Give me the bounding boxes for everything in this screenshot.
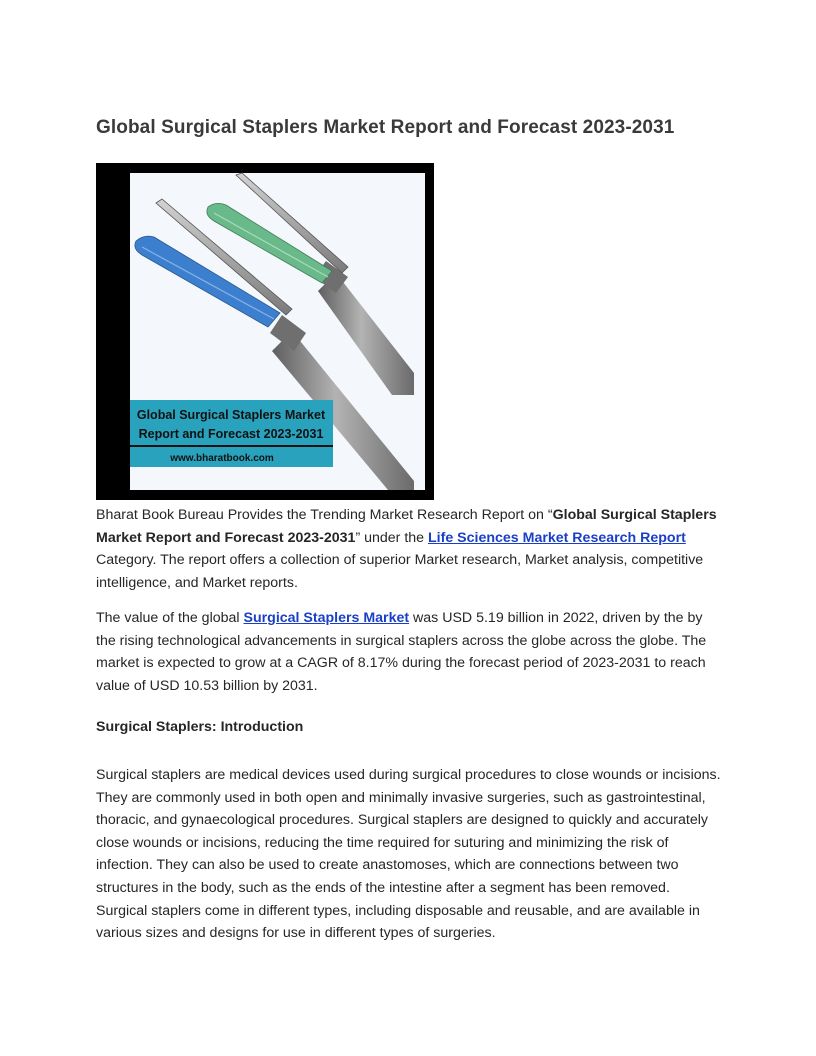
section-heading: Surgical Staplers: Introduction [96,719,304,735]
banner-line-2: Report and Forecast 2023-2031 [138,427,324,441]
page-title: Global Surgical Staplers Market Report and Forecast 2023-2031 [96,117,675,138]
banner-url: www.bharatbook.com [170,453,274,464]
surgical-stapler-illustration [96,163,434,500]
report-title-bold: Global Surgical Staplers Market Report and Forecast 2023-2031 [96,507,717,546]
intro-text-c: Category. The report offers a collection of superior Market research, Market analysis, competitive intelligence, and Market reports. [96,552,704,591]
life-sciences-category-link[interactable]: Life Sciences Market Research Report [428,529,686,546]
report-banner [130,400,333,467]
surgical-staplers-market-link[interactable]: Surgical Staplers Market [243,610,410,626]
introduction-paragraph: Surgical staplers are medical devices used during surgical procedures to close wounds or incisions. They are commonly used in both open and minimally invasive surgeries, such as gastrointestinal, thoracic, and gynaecological procedures. Surgical staplers are designed to quickly and accurately close wounds or incisions, reducing the time required for suturing and minimizing the risk of infection. They can also be used to create anastomoses, which are connections between two structures in the body, such as the ends of the intestine after a segment has been removed. Surgical staplers come in different types, including disposable and reusable, and are available in various sizes and designs for use in different types of surgeries. [96,767,721,942]
intro-text-b: ” under the [355,529,428,546]
report-cover-image [96,163,434,500]
intro-paragraph [96,504,722,594]
market-text-a: The value of the global [96,610,244,626]
market-text-b: was USD 5.19 billion in 2022, driven by the by the rising technological advancements in surgical staplers across the globe across the globe. The market is expected to grow at a CAGR of 8.17% during the forecast period of 2023-2031 to reach value of USD 10.53 billion by 2031. [96,610,707,694]
market-value-paragraph [96,607,722,697]
banner-line-1: Global Surgical Staplers Market [136,408,326,422]
intro-text-a: Bharat Book Bureau Provides the Trending Market Research Report on “ [96,507,553,523]
